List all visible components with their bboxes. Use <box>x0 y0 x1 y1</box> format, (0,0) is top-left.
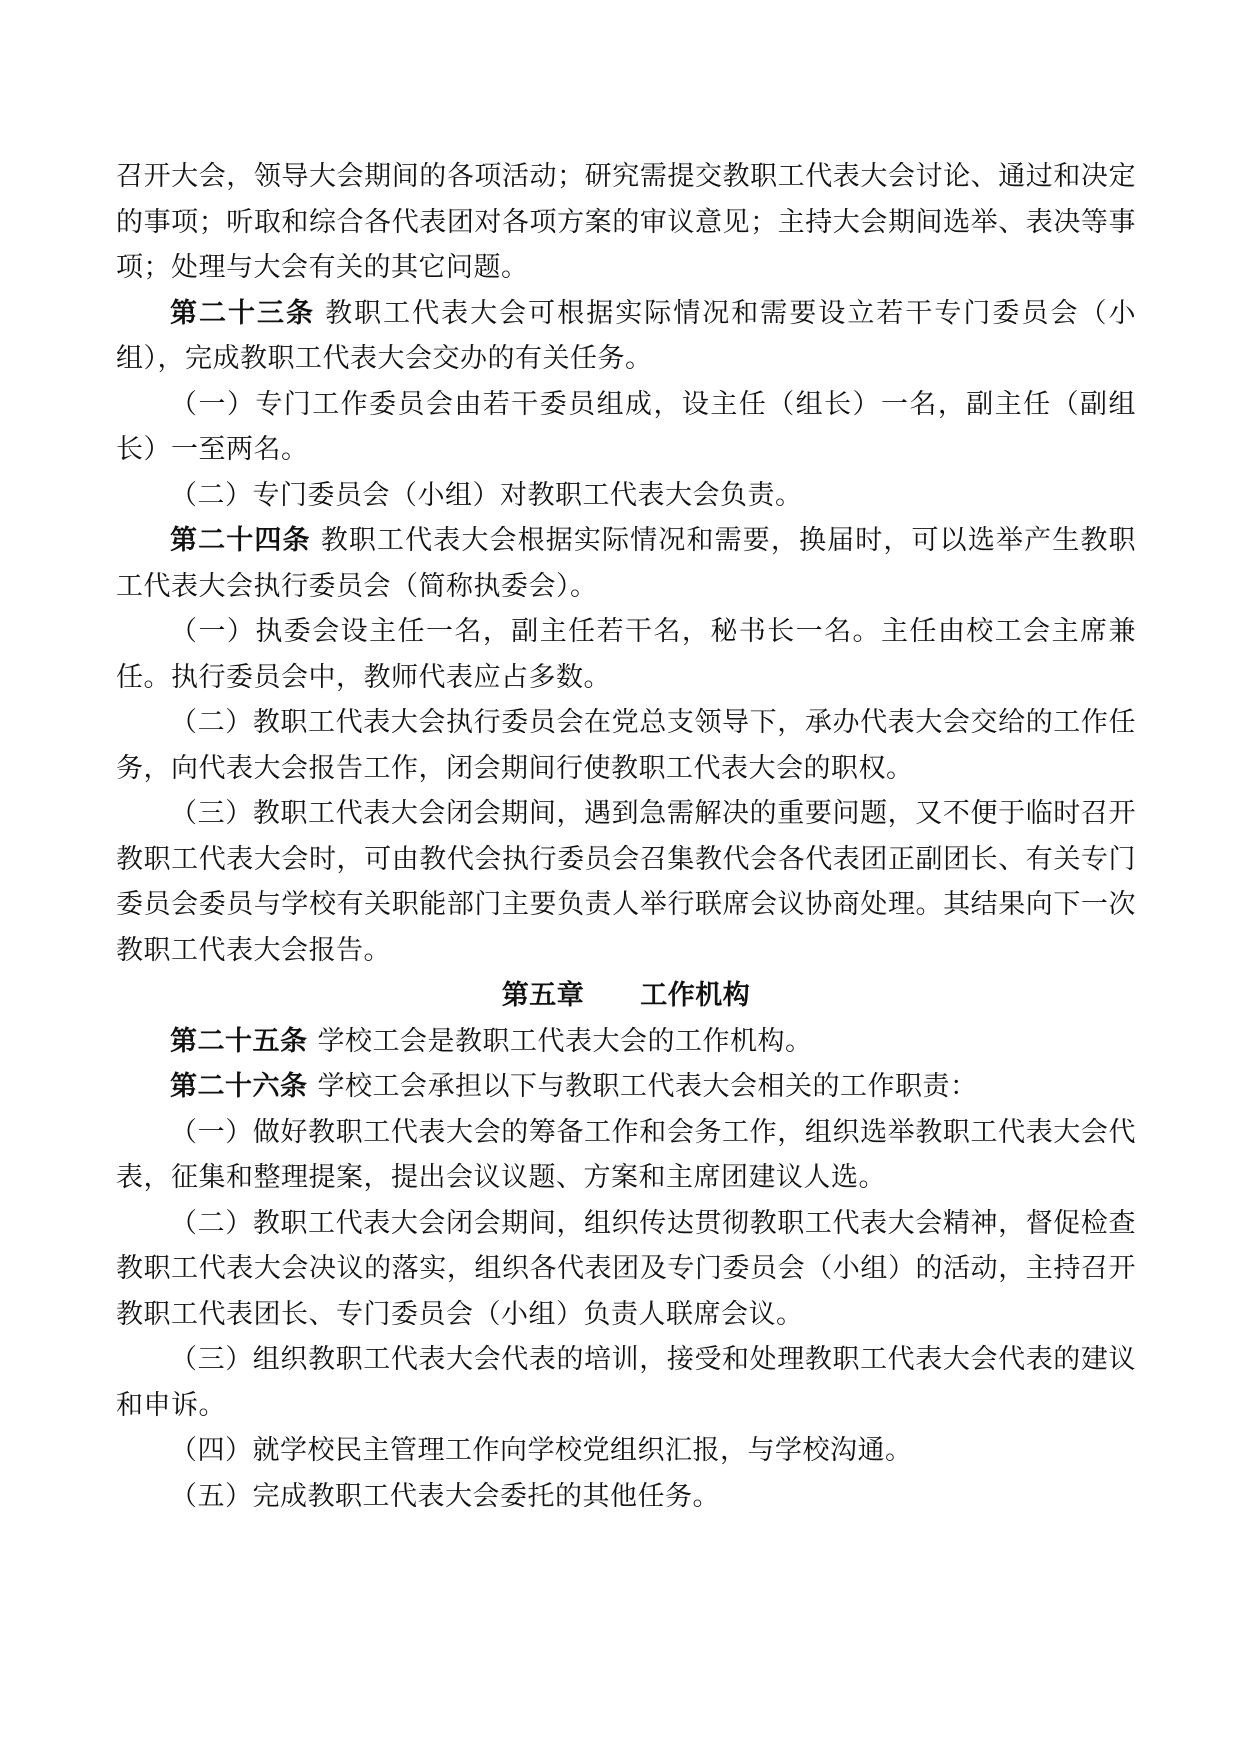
article-26-item-1 <box>116 1110 1136 1201</box>
article-24-item-2 <box>116 700 1136 791</box>
article-23-item-2 <box>116 473 1136 519</box>
article-25 <box>116 1019 1136 1065</box>
article-24 <box>116 518 1136 609</box>
item-text: （一）做好教职工代表大会的筹备工作和会务工作，组织选举教职工代表大会代表，征集和整理提案，提出会议议题、方案和主席团建议人选。 <box>116 1116 1136 1193</box>
item-text: （二）教职工代表大会执行委员会在党总支领导下，承办代表大会交给的工作任务，向代表大会报告工作，闭会期间行使教职工代表大会的职权。 <box>116 707 1136 784</box>
article-26-item-4 <box>116 1428 1136 1474</box>
item-text: （四）就学校民主管理工作向学校党组织汇报，与学校沟通。 <box>170 1435 913 1466</box>
article-heading: 第二十四条 <box>170 525 311 556</box>
item-text: （一）专门工作委员会由若干委员组成，设主任（组长）一名，副主任（副组长）一至两名。 <box>116 388 1136 465</box>
article-23-item-1 <box>116 382 1136 473</box>
article-24-item-3 <box>116 791 1136 973</box>
article-heading: 第二十三条 <box>170 297 316 329</box>
item-text: （二）专门委员会（小组）对教职工代表大会负责。 <box>170 479 803 511</box>
article-26-item-5 <box>116 1474 1136 1520</box>
article-text: 学校工会是教职工代表大会的工作机构。 <box>317 1025 813 1057</box>
item-text: （三）教职工代表大会闭会期间，遇到急需解决的重要问题，又不便于临时召开教职工代表大会时，可由教代会执行委员会召集教代会各代表团正副团长、有关专门委员会委员与学校有关职能部门主要负责人举行联席会议协商处理。其结果向下一次教职工代表大会报告。 <box>116 798 1136 966</box>
document-body <box>116 154 1136 1519</box>
article-26-item-3 <box>116 1337 1136 1428</box>
item-text: （三）组织教职工代表大会代表的培训，接受和处理教职工代表大会代表的建议和申诉。 <box>116 1344 1136 1421</box>
article-heading: 第二十五条 <box>170 1025 308 1057</box>
item-text: （五）完成教职工代表大会委托的其他任务。 <box>170 1480 720 1512</box>
chapter-title: 工作机构 <box>640 980 751 1011</box>
article-26 <box>116 1064 1136 1110</box>
article-text: 教职工代表大会可根据实际情况和需要设立若干专门委员会（小组），完成教职工代表大会交办的有关任务。 <box>116 297 1136 374</box>
article-text: 学校工会承担以下与教职工代表大会相关的工作职责： <box>317 1071 978 1102</box>
paragraph-text: 召开大会，领导大会期间的各项活动；研究需提交教职工代表大会讨论、通过和决定的事项；听取和综合各代表团对各项方案的审议意见；主持大会期间选举、表决等事项；处理与大会有关的其它问题。 <box>116 161 1136 283</box>
article-26-item-2 <box>116 1201 1136 1338</box>
item-text: （一）执委会设主任一名，副主任若干名，秘书长一名。主任由校工会主席兼任。执行委员会中，教师代表应占多数。 <box>116 616 1136 693</box>
article-23 <box>116 291 1136 382</box>
chapter-heading <box>116 973 1136 1019</box>
item-text: （二）教职工代表大会闭会期间，组织传达贯彻教职工代表大会精神，督促检查教职工代表大会决议的落实，组织各代表团及专门委员会（小组）的活动，主持召开教职工代表团长、专门委员会（小组）负责人联席会议。 <box>116 1207 1136 1330</box>
article-heading: 第二十六条 <box>170 1071 308 1102</box>
chapter-number: 第五章 <box>501 980 585 1011</box>
article-text: 教职工代表大会根据实际情况和需要，换届时，可以选举产生教职工代表大会执行委员会（简称执委会）。 <box>116 525 1137 602</box>
article-24-item-1 <box>116 609 1136 700</box>
paragraph-continuation <box>116 154 1136 291</box>
